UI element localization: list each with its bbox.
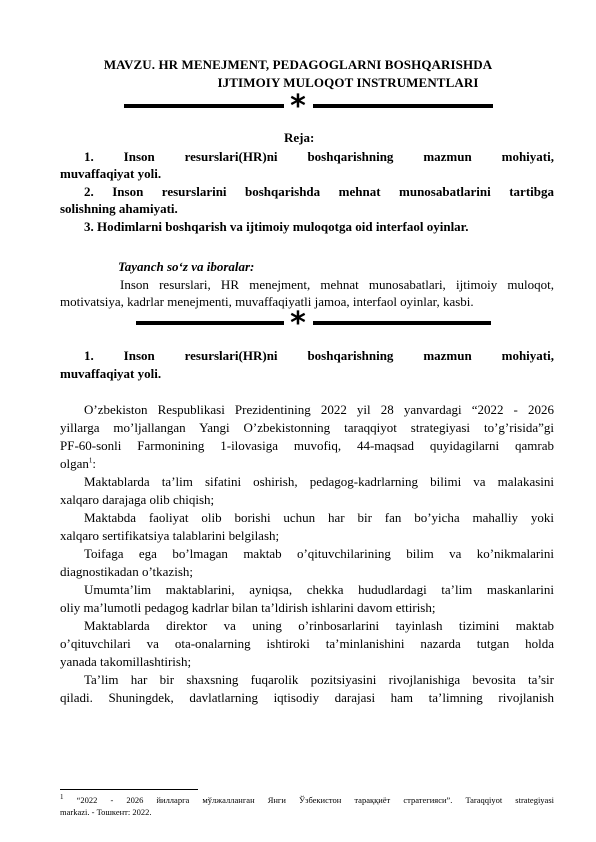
body-line-4 <box>60 455 554 472</box>
body-line-4-text: olgan <box>60 456 89 471</box>
body-line-8: xalqaro sertifikatsiya talablarini belgilash; <box>60 528 280 543</box>
body-line-5: Maktablarda ta’lim sifatini oshirish, pedagog-kadrlarning bilimi va malakasini <box>84 474 554 489</box>
divider-bar-left <box>136 321 284 325</box>
document-title-line-1: MAVZU. HR MENEJMENT, PEDAGOGLARNI BOSHQARISHDA <box>103 57 493 72</box>
plan-item-2-line-1: 2. Inson resurslarini boshqarishda mehnat munosabatlarini tartibga <box>84 184 554 199</box>
body-line-12: oliy ma’lumotli pedagog kadrlar bilan ta’ldirish ishlarini davom ettirish; <box>60 600 436 615</box>
body-line-16: Ta’lim har bir shaxsning fuqarolik pozitsiyasini rivojlanishiga bevosita ta’sir <box>84 672 554 687</box>
plan-item-3: 3. Hodimlarni boshqarish va ijtimoiy muloqotga oid interfaol oyinlar. <box>84 219 469 234</box>
body-line-4-suffix: : <box>92 456 97 471</box>
keywords-line-1: Inson resurslari, HR menejment, mehnat munosabatlari, ijtimoiy muloqot, <box>120 277 554 292</box>
plan-item-1-line-2: muvaffaqiyat yoli. <box>60 166 162 181</box>
asterisk-ornament-icon: * <box>290 89 306 124</box>
body-line-3: PF-60-sonli Farmonining 1-ilovasiga muvofiq, 44-maqsad quyidagilarni qamrab <box>60 438 554 453</box>
divider-bar-right <box>313 321 491 325</box>
plan-item-2-line-2: solishning ahamiyati. <box>60 201 178 216</box>
keywords-heading: Tayanch so‘z va iboralar: <box>118 259 255 274</box>
footnote-number: 1 <box>60 793 64 802</box>
body-line-1: O’zbekiston Respublikasi Prezidentining 2022 yil 28 yanvardagi “2022 - 2026 <box>84 402 554 417</box>
body-line-14: o’qituvchilari va ota-onalarning ishtiroki ta’minlanishini nazarda tutgan holda <box>60 636 554 651</box>
body-line-2: yillarga mo’ljallangan Yangi O’zbekistonning taraqqiyot strategiyasi to’g’risida”gi <box>60 420 554 435</box>
body-line-15: yanada takomillashtirish; <box>60 654 192 669</box>
body-line-11: Umumta’lim maktablarini, ayniqsa, chekka hududlardagi ta’lim maskanlarini <box>84 582 554 597</box>
section-heading-line-2: muvaffaqiyat yoli. <box>60 366 162 381</box>
body-line-10: diagnostikadan o’tkazish; <box>60 564 193 579</box>
footnote-separator <box>60 789 198 790</box>
body-line-17: qiladi. Shuningdek, davlatlarning iqtisodiy darajasi ham ta’limning rivojlanish <box>60 690 554 705</box>
keywords-line-2: motivatsiya, kadrlar menejmenti, muvaffaqiyatli jamoa, interfaol oyinlar, kasbi. <box>60 294 474 309</box>
footnote-line-2: markazi. - Тошкент: 2022. <box>60 807 152 817</box>
divider-bar-right <box>313 104 493 108</box>
body-line-7: Maktabda faoliyat olib borishi uchun har bir fan bo’yicha mahalliy yoki <box>84 510 554 525</box>
plan-heading: Reja: <box>284 130 315 145</box>
body-line-9: Toifaga ega bo’lmagan maktab o’qituvchilarining bilim va ko’nikmalarini <box>84 546 554 561</box>
ornament-divider-bottom <box>0 306 596 341</box>
footnote-reference: 1 <box>88 456 93 465</box>
body-line-6: xalqaro darajaga olib chiqish; <box>60 492 215 507</box>
ornament-divider-top <box>0 89 596 124</box>
divider-bar-left <box>124 104 284 108</box>
body-line-13: Maktablarda direktor va uning o’rinbosarlarini tayinlash tizimini maktab <box>84 618 554 633</box>
plan-item-1-line-1: 1. Inson resurslari(HR)ni boshqarishning mazmun mohiyati, <box>84 149 554 164</box>
section-heading-line-1: 1. Inson resurslari(HR)ni boshqarishning mazmun mohiyati, <box>84 348 554 363</box>
footnote-line-1-text: “2022 - 2026 йилларга мўлжалланган Янги Ўзбекистон тараққиёт стратегияси”. Taraqqiyot strategiyasi <box>76 795 555 805</box>
document-title-line-2: IJTIMOIY MULOQOT INSTRUMENTLARI <box>217 75 479 90</box>
asterisk-ornament-icon: * <box>290 306 306 341</box>
footnote-line-1 <box>60 795 554 806</box>
